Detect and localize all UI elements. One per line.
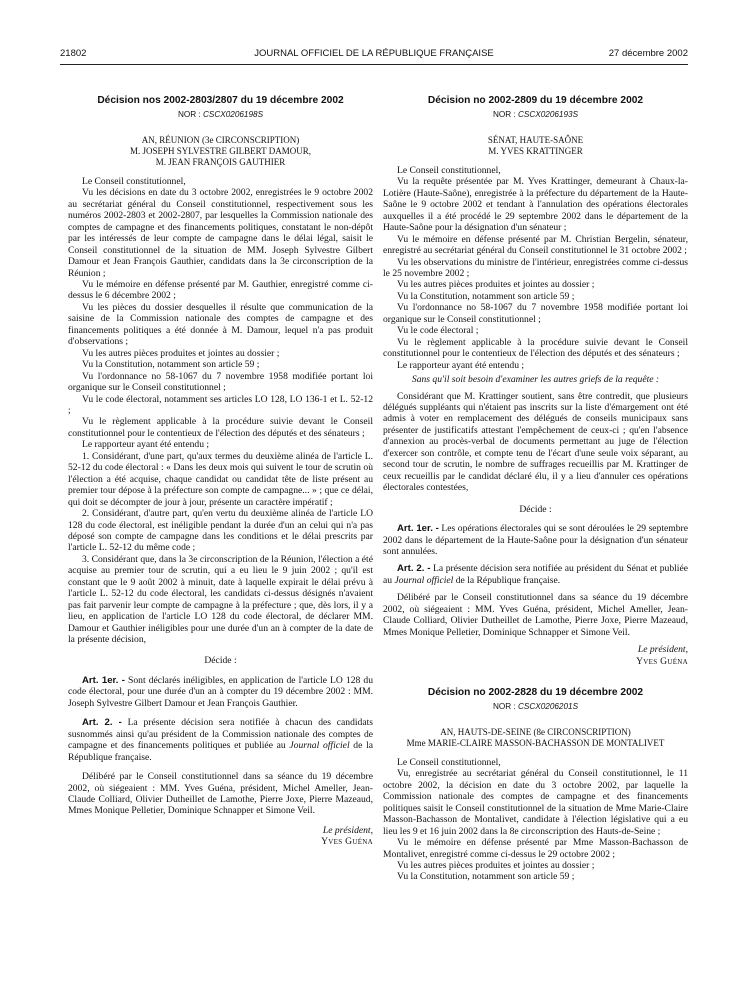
paragraph: Le Conseil constitutionnel, (397, 756, 501, 768)
right-column (383, 95, 688, 883)
page-number: 21802 (60, 48, 87, 59)
paragraph: 1. Considérant, d'une part, qu'aux termes du deuxième alinéa de l'article L. 52-12 du code électoral : « Dans les deux mois qui suivent le tour de scrutin où l'élection a été acquise, chaque candidat ou candidat tête de liste présent au premier tour dépose à la préfecture son compte de campagne... » ; que ce délai, qui doit se décompter de jour à jour, présente un caractère impératif ; (68, 450, 373, 508)
paragraph: Vu la Constitution, notamment son article 59 ; (82, 359, 260, 371)
paragraph: 2. Considérant, d'autre part, qu'en vertu du deuxième alinéa de l'article LO 128 du code électoral, est inéligible pendant la durée d'un an celui qui n'a pas déposé son compte de campagne dans les conditions et le délai prescrits par l'article L. 52-12 du même code ; (68, 508, 373, 554)
signature: Le président, Yves Guéna (636, 644, 688, 667)
paragraph: Vu les autres pièces produites et jointes au dossier ; (397, 860, 595, 872)
page-header (60, 48, 688, 62)
paragraph: Vu l'ordonnance no 58-1067 du 7 novembre 1958 modifiée portant loi organique sur le Conseil constitutionnel ; (68, 370, 373, 394)
issue-date: 27 décembre 2002 (608, 48, 688, 59)
article-1: Art. 1er. - Sont déclarés inéligibles, en application de l'article LO 128 du code électoral, pour une durée d'un an à compter du 19 décembre 2002 : MM. Joseph Sylvestre Gilbert Damour et Jean François Gauthier. (68, 674, 373, 709)
party-line: M. YVES KRATTINGER (488, 145, 583, 156)
paragraph: Vu l'ordonnance no 58-1067 du 7 novembre 1958 modifiée portant loi organique sur le Conseil constitutionnel ; (383, 302, 688, 325)
paragraph: Vu la Constitution, notamment son article 59 ; (397, 290, 575, 302)
decide-heading: Décide : (204, 655, 237, 667)
signature: Le président, Yves Guéna (321, 824, 373, 848)
paragraph: Vu le code électoral ; (397, 325, 479, 337)
article-2: Art. 2. - La présente décision sera notifiée à chacun des candidats susnommés ainsi qu'au président de la Commission nationale des comptes de campagne et des financements politiques et publiée au Journal officiel de la République française. (68, 717, 373, 763)
paragraph: Vu le code électoral, notamment ses articles LO 128, LO 136-1 et L. 52-12 ; (68, 393, 373, 416)
decision-title: Décision no 2002-2809 du 19 décembre 2002 (427, 95, 644, 106)
paragraph: Vu les observations du ministre de l'intérieur, enregistrées comme ci-dessus le 25 novembre 2002 ; (383, 256, 688, 279)
parties-block (68, 135, 373, 168)
paragraph: Vu les autres pièces produites et jointes au dossier ; (397, 279, 595, 291)
paragraph: Vu les pièces du dossier desquelles il résulte que communication de la saisine de la Commission nationale des comptes de campagne et des financements politiques a été donnée à M. Damour, lequel n'a pas produit d'observations ; (68, 301, 373, 348)
party-line: Mme MARIE-CLAIRE MASSON-BACHASSON DE MONTALIVET (406, 737, 665, 748)
separator (383, 667, 688, 687)
paragraph: Vu la requête présentée par M. Yves Krattinger, demeurant à Chaux-la-Lotière (Haute-Saône), enregistrée à la préfecture du département de la Haute-Saône le 9 octobre 2002 et tendant à l'annulation des opérations électorales auxquelles il a été procédé le 29 septembre 2002 dans le département de la Haute-Saône pour la désignation d'un sénateur ; (383, 176, 688, 234)
paragraph: Vu la Constitution, notamment son article 59 ; (397, 871, 575, 883)
party-line: AN, HAUTS-DE-SEINE (8e CIRCONSCRIPTION) (440, 726, 631, 737)
paragraph: Vu le mémoire en défense présenté par M. Christian Bergelin, sénateur, enregistré au secrétariat général du Conseil constitutionnel le 31 octobre 2002 ; (383, 233, 688, 257)
deliberation: Délibéré par le Conseil constitutionnel dans sa séance du 19 décembre 2002, où siégeaient : MM. Yves Guéna, président, Michel Ameller, Jean-Claude Colliard, Olivier Dutheillet de Lamothe, Pierre Joxe, Pierre Mazeaud, Mmes Monique Pelletier, Dominique Schnapper et Simone Veil. (68, 771, 373, 817)
party-line: M. JOSEPH SYLVESTRE GILBERT DAMOUR, (130, 145, 311, 156)
paragraph: Vu le mémoire en défense présenté par M. Gauthier, enregistré comme ci-dessus le 6 décembre 2002 ; (68, 278, 373, 302)
left-column (68, 95, 373, 848)
nor-reference: NOR : CSCX0206198S (177, 110, 264, 120)
header-rule (60, 64, 688, 65)
nor-reference: NOR : CSCX0206201S (492, 702, 579, 712)
decision-title: Décision nos 2002-2803/2807 du 19 décembre 2002 (97, 95, 344, 106)
deliberation: Délibéré par le Conseil constitutionnel dans sa séance du 19 décembre 2002, où siégeaient : MM. Yves Guéna, président, Michel Ameller, Jean-Claude Colliard, Olivier Dutheillet de Lamothe, Pierre Joxe, Pierre Mazeaud, Mmes Monique Pelletier, Dominique Schnapper et Simone Veil. (383, 592, 688, 638)
paragraph: Vu les autres pièces produites et jointes au dossier ; (82, 347, 280, 359)
paragraph: Le Conseil constitutionnel, (397, 164, 501, 176)
article-1: Art. 1er. - Les opérations électorales qui se sont déroulées le 29 septembre 2002 dans le département de la Haute-Saône pour la désignation d'un sénateur sont annulées. (383, 523, 688, 557)
paragraph: Vu le règlement applicable à la procédure suivie devant le Conseil constitutionnel pour le contentieux de l'élection des députés et des sénateurs ; (68, 416, 373, 439)
party-line: AN, RÉUNION (3e CIRCONSCRIPTION) (141, 134, 300, 145)
parties-block (383, 727, 688, 749)
parties-block (383, 135, 688, 157)
paragraph: Vu, enregistrée au secrétariat général du Conseil constitutionnel, le 11 octobre 2002, la décision en date du 3 octobre 2002, par laquelle la Commission nationale des comptes de campagne et des financements politiques saisit le Conseil constitutionnel de la situation de Mme Marie-Claire Masson-Bachasson de Montalivet, candidate à l'élection législative qui a eu lieu les 9 et 16 juin 2002 dans la 8e circonscription des Hauts-de-Seine ; (383, 768, 688, 837)
paragraph: 3. Considérant que, dans la 3e circonscription de la Réunion, l'élection a été acquise au premier tour de scrutin, qui a eu lieu le 9 juin 2002 ; qu'il est constant que le 9 août 2002 à minuit, date à laquelle expirait le délai prévu à l'article L. 52-12 du code électoral, les candidats ci-dessus désignés n'avaient pas fait parvenir leur compte de campagne à la préfecture ; que, dès lors, il y a lieu, en application de l'article LO 128 du code électoral, de déclarer MM. Damour et Gauthier inéligibles pour une durée d'un an à compter de la date de la présente décision, (68, 553, 373, 646)
article-2: Art. 2. - La présente décision sera notifiée au président du Sénat et publiée au Journal officiel de la République française. (383, 563, 688, 586)
decision-title: Décision no 2002-2828 du 19 décembre 2002 (427, 687, 644, 699)
journal-title: JOURNAL OFFICIEL DE LA RÉPUBLIQUE FRANÇAISE (254, 48, 494, 59)
nor-reference: NOR : CSCX0206193S (492, 110, 579, 120)
paragraph: Le rapporteur ayant été entendu ; (397, 359, 525, 371)
italic-note: Sans qu'il soit besoin d'examiner les autres griefs de la requête : (411, 374, 660, 386)
paragraph: Le rapporteur ayant été entendu ; (82, 439, 210, 451)
paragraph: Vu le mémoire en défense présenté par Mme Masson-Bachasson de Montalivet, enregistré comme ci-dessus le 29 octobre 2002 ; (383, 837, 688, 860)
paragraph: Le Conseil constitutionnel, (82, 175, 186, 187)
decide-heading: Décide : (519, 503, 552, 515)
paragraph: Vu le règlement applicable à la procédure suivie devant le Conseil constitutionnel pour le contentieux de l'élection des députés et des sénateurs ; (383, 336, 688, 360)
paragraph: Vu les décisions en date du 3 octobre 2002, enregistrées le 9 octobre 2002 au secrétariat général du Conseil constitutionnel, respectivement sous les numéros 2002-2803 et 2002-2807, par lesquelles la Commission nationale des comptes de campagne et des financements politiques, constatant le non-dépôt par les intéressés de leur compte de campagne dans le délai légal, saisit le Conseil constitutionnel de la situation de MM. Joseph Sylvestre Gilbert Damour et Jean François Gauthier, candidats dans la 3e circonscription de la Réunion ; (68, 187, 373, 279)
party-line: M. JEAN FRANÇOIS GAUTHIER (155, 156, 286, 167)
considerant: Considérant que M. Krattinger soutient, sans être contredit, que plusieurs délégués suppléants qui n'étaient pas inscrits sur la liste d'émargement ont été admis à voter en remplacement des délégués de conseils municipaux sans présenter de justificatifs attestant l'empêchement de ceux-ci ; qu'en l'absence d'annexion au procès-verbal de documents permettant au juge de l'élection d'exercer son contrôle, et compte tenu de l'écart d'une seule voix séparant, au second tour de scrutin, le nombre de suffrages recueillis par M. Krattinger de ceux recueillis par le candidat déclaré élu, il y a lieu d'annuler ces opérations électorales contestées, (383, 390, 688, 494)
party-line: SÉNAT, HAUTE-SAÔNE (487, 134, 584, 145)
